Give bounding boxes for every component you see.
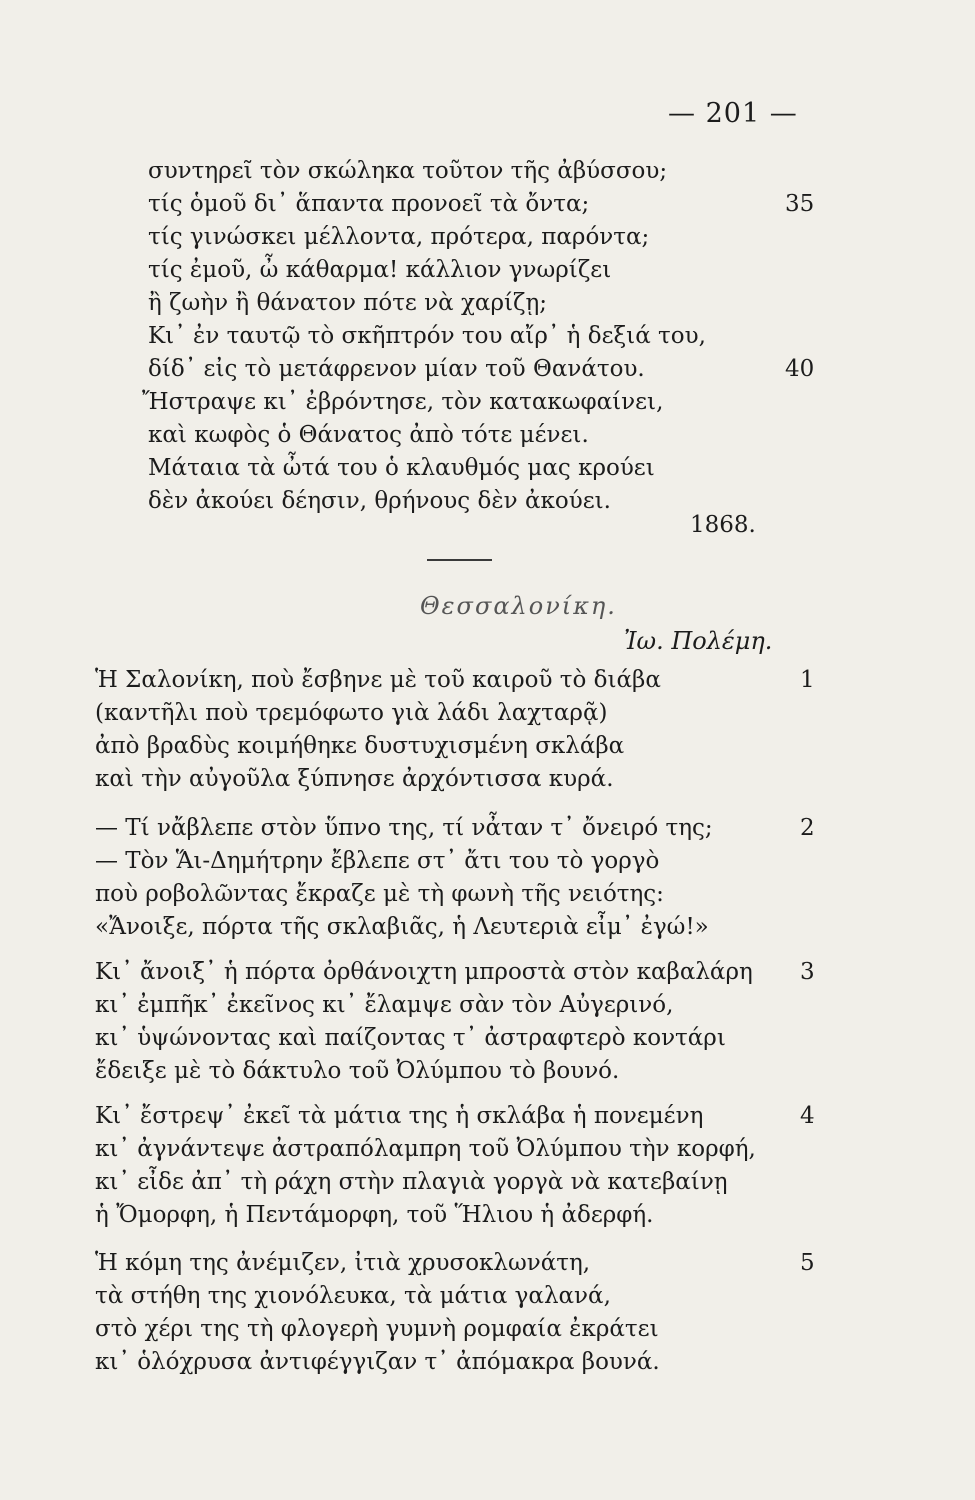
stanza-line: — Τί νἄβλεπε στὸν ὕπνο της, τί νἆταν τ᾽ ὄνειρό της; bbox=[95, 815, 713, 841]
page-number: — 201 — bbox=[668, 98, 798, 129]
part1-line: τίς γινώσκει μέλλοντα, πρότερα, παρόντα; bbox=[148, 224, 650, 250]
stanza-line: κι᾽ ἐμπῆκ᾽ ἐκεῖνος κι᾽ ἔλαμψε σὰν τὸν Αὐγερινό, bbox=[95, 992, 674, 1018]
stanza-line: Κι᾽ ἔστρεψ᾽ ἐκεῖ τὰ μάτια της ἡ σκλάβα ἡ πονεμένη bbox=[95, 1103, 704, 1129]
stanza-line: στὸ χέρι της τὴ φλογερὴ γυμνὴ ρομφαία ἐκράτει bbox=[95, 1316, 659, 1342]
stanza-line: τὰ στήθη της χιονόλευκα, τὰ μάτια γαλανά, bbox=[95, 1283, 611, 1309]
stanza-line: ποὺ ροβολῶντας ἔκραζε μὲ τὴ φωνὴ τῆς νειότης: bbox=[95, 881, 664, 907]
poem-year: 1868. bbox=[690, 512, 756, 538]
line-number: 35 bbox=[785, 191, 815, 217]
stanza-line: — Τὸν Ἅι-Δημήτρην ἔβλεπε στ᾽ ἄτι του τὸ γοργὸ bbox=[95, 848, 660, 874]
stanza-number: 4 bbox=[800, 1103, 815, 1129]
stanza-line: κι᾽ ὁλόχρυσα ἀντιφέγγιζαν τ᾽ ἀπόμακρα βουνά. bbox=[95, 1349, 660, 1375]
stanza-line: καὶ τὴν αὐγοῦλα ξύπνησε ἀρχόντισσα κυρά. bbox=[95, 766, 614, 792]
part1-line: συντηρεῖ τὸν σκώληκα τοῦτον τῆς ἀβύσσου; bbox=[148, 158, 668, 184]
stanza-line: κι᾽ εἶδε ἀπ᾽ τὴ ράχη στὴν πλαγιὰ γοργὰ νὰ κατεβαίνῃ bbox=[95, 1169, 728, 1195]
part1-line: δίδ᾽ εἰς τὸ μετάφρενον μίαν τοῦ Θανάτου. bbox=[148, 356, 645, 382]
part1-line: ἢ ζωὴν ἢ θάνατον πότε νὰ χαρίζῃ; bbox=[148, 290, 547, 316]
stanza-line: ἡ Ὄμορφη, ἡ Πεντάμορφη, τοῦ Ἥλιου ἡ ἀδερφή. bbox=[95, 1202, 654, 1228]
part1-line: Κι᾽ ἐν ταυτῷ τὸ σκῆπτρόν του αἴρ᾽ ἡ δεξιά του, bbox=[148, 323, 706, 349]
part1-line: Ἤστραψε κι᾽ ἐβρόντησε, τὸν κατακωφαίνει, bbox=[142, 389, 664, 415]
stanza-line: Ἡ Σαλονίκη, ποὺ ἔσβηνε μὲ τοῦ καιροῦ τὸ διάβα bbox=[95, 667, 661, 693]
stanza-line: ἀπὸ βραδὺς κοιμήθηκε δυστυχισμένη σκλάβα bbox=[95, 733, 625, 759]
part1-line: τίς ὁμοῦ δι᾽ ἅπαντα προνοεῖ τὰ ὄντα; bbox=[148, 191, 590, 217]
poem-title: Θεσσαλονίκη. bbox=[420, 592, 617, 620]
part1-line: καὶ κωφὸς ὁ Θάνατος ἀπὸ τότε μένει. bbox=[148, 422, 589, 448]
part1-line: δὲν ἀκούει δέησιν, θρήνους δὲν ἀκούει. bbox=[148, 488, 611, 514]
stanza-number: 1 bbox=[800, 667, 815, 693]
stanza-line: (καντῆλι ποὺ τρεμόφωτο γιὰ λάδι λαχταρᾷ) bbox=[95, 700, 608, 726]
stanza-line: ἔδειξε μὲ τὸ δάκτυλο τοῦ Ὀλύμπου τὸ βουνό. bbox=[95, 1058, 620, 1084]
stanza-line: Κι᾽ ἄνοιξ᾽ ἡ πόρτα ὀρθάνοιχτη μπροστὰ στὸν καβαλάρη bbox=[95, 959, 753, 985]
stanza-line: Ἡ κόμη της ἀνέμιζεν, ἰτιὰ χρυσοκλωνάτη, bbox=[95, 1250, 591, 1276]
stanza-number: 3 bbox=[800, 959, 815, 985]
stanza-number: 5 bbox=[800, 1250, 815, 1276]
part1-line: Μάταια τὰ ὦτά του ὁ κλαυθμός μας κρούει bbox=[148, 455, 655, 481]
section-divider bbox=[427, 559, 492, 561]
part1-line: τίς ἐμοῦ, ὦ κάθαρμα! κάλλιον γνωρίζει bbox=[148, 257, 612, 283]
stanza-line: κι᾽ ἀγνάντεψε ἀστραπόλαμπρη τοῦ Ὀλύμπου τὴν κορφή, bbox=[95, 1136, 756, 1162]
poem-author: Ἰω. Πολέμη. bbox=[624, 627, 773, 655]
line-number: 40 bbox=[785, 356, 815, 382]
stanza-number: 2 bbox=[800, 815, 815, 841]
stanza-line: «Ἄνοιξε, πόρτα τῆς σκλαβιᾶς, ἡ Λευτεριὰ εἶμ᾽ ἐγώ!» bbox=[95, 914, 709, 940]
stanza-line: κι᾽ ὑψώνοντας καὶ παίζοντας τ᾽ ἀστραφτερὸ κοντάρι bbox=[95, 1025, 726, 1051]
